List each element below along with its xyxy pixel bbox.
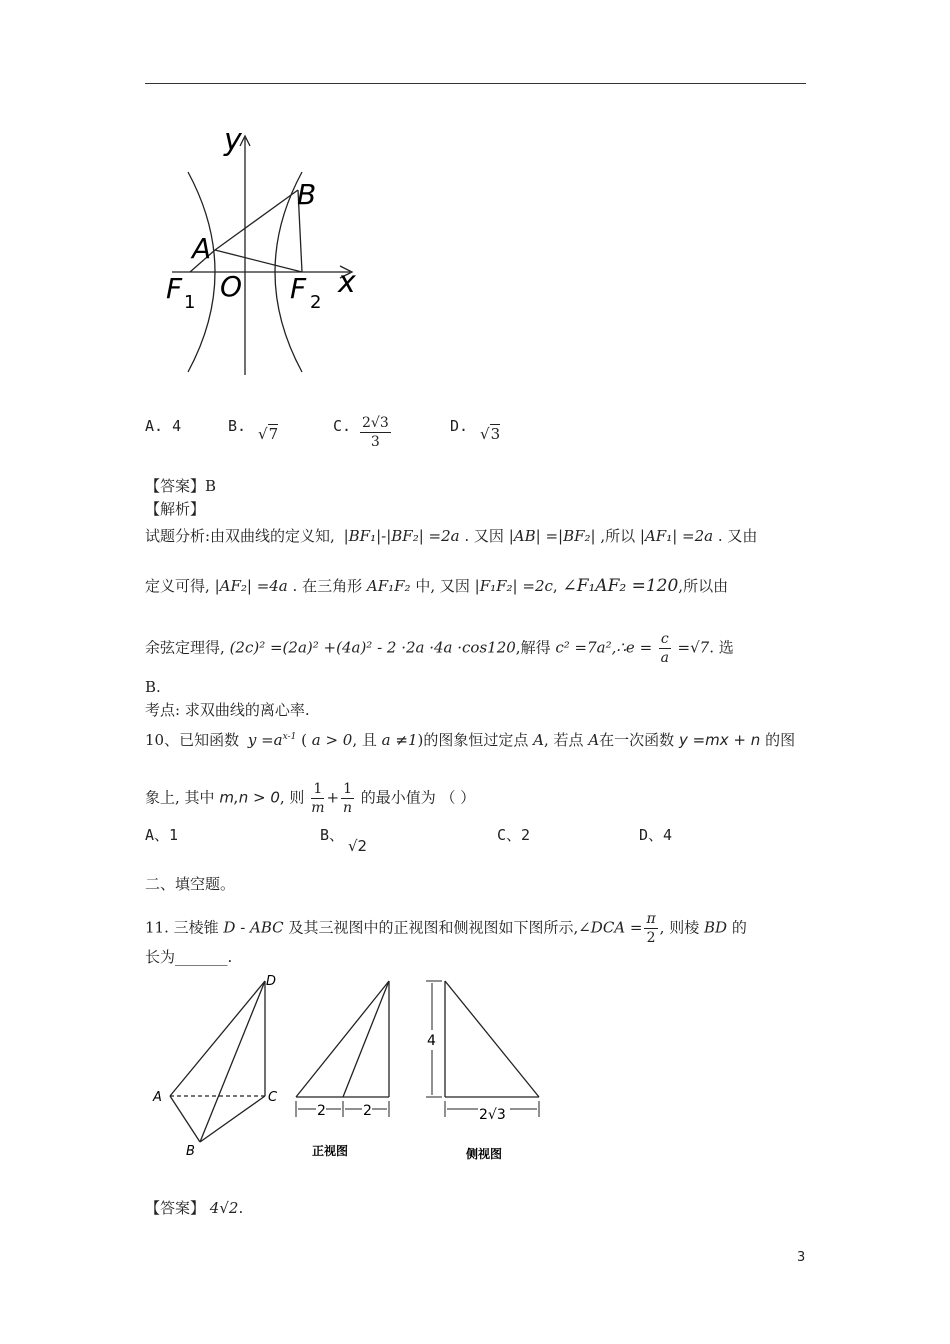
q9-option-b-value: √7 [258,425,279,443]
q9-option-d: D. [450,417,469,435]
label-F2-sub: 2 [310,292,322,313]
front-view-dim-2: 2 [363,1103,372,1119]
q9-answer: 【答案】B [145,477,217,495]
pyramid-label-B: B [186,1144,195,1159]
label-F1: F [166,272,183,305]
q9-option-a: A. 4 [145,417,182,435]
pyramid-figure [150,968,290,1160]
analysis-line-3: 余弦定理得, (2c)² =(2a)² +(4a)² - 2 ·2a ·4a ·cos120,解得 c² =7a²,∴e = $\frac{c}{a}$ =√7. 选 [145,631,734,666]
q10-line-1: 10、已知函数 $y =a^{x-1}$ ( a > 0, 且 a ≠1)的图象恒过定点 A, 若点 A在一次函数 y =mx + n 的图 [145,731,796,749]
q10-option-d: D、4 [639,826,673,844]
label-B: B [297,178,317,211]
label-A: A [192,232,212,265]
q10-option-c: C、2 [497,826,531,844]
hyperbola-figure [160,120,380,385]
q10-option-b: B、 [320,826,345,844]
section-2-heading: 二、填空题。 [145,875,236,893]
front-view-caption: 正视图 [312,1144,349,1158]
q10-line-2: 象上, 其中 m,n > 0, 则 $\frac{1}{m}$ + $\frac{1}{n}$ 的最小值为 （ ） [145,781,476,816]
label-F1-sub: 1 [184,292,196,313]
front-view-figure [288,975,398,1165]
analysis-line-2: 定义可得, |AF₂| =4a . 在三角形 AF₁F₂ 中, 又因 |F₁F₂| =2c, ∠F₁AF₂ =120,所以由 [145,576,729,596]
page-number: 3 [797,1250,806,1265]
side-view-width: 2√3 [479,1107,506,1123]
q10-option-a: A、1 [145,826,179,844]
q9-option-d-value: √3 [480,425,501,443]
analysis-line-1: 试题分析:由双曲线的定义知, |BF₁|-|BF₂| =2a . 又因 |AB| =|BF₂| ,所以 |AF₁| =2a . 又由 [145,527,758,545]
q9-analysis-header: 【解析】 [145,500,206,518]
label-y: y [224,123,242,158]
front-view-dim-1: 2 [317,1103,326,1119]
q11-answer: 【答案】 4√2. [145,1199,244,1217]
side-view-figure [418,975,548,1167]
header-rule [145,83,806,84]
label-F2: F [290,272,307,305]
pyramid-label-C: C [268,1090,278,1105]
q9-option-c-value: $\frac{2√3}{3}$ [362,415,389,450]
q11-line-1: 11. 三棱锥 D - ABC 及其三视图中的正视图和侧视图如下图所示,∠DCA = $\frac{\pi}{2}$ , 则棱 BD 的 [145,911,747,946]
analysis-line-4: B. [145,678,161,696]
q11-line-2: 长为_______. [145,948,233,966]
side-view-height: 4 [427,1033,436,1049]
q9-option-c: C. [333,417,352,435]
side-view-caption: 侧视图 [466,1147,503,1161]
pyramid-label-D: D [266,974,277,989]
analysis-point: 考点: 求双曲线的离心率. [145,701,310,719]
label-x: x [338,265,356,300]
q9-option-b: B. [228,417,247,435]
label-O: O [220,270,243,303]
q10-option-b-value: √2 [348,837,368,855]
pyramid-label-A: A [153,1090,162,1105]
